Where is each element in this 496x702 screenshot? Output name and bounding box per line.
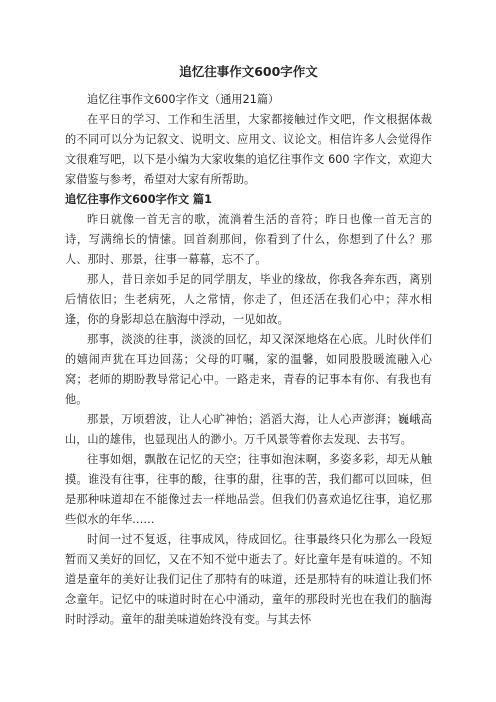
document-subtitle: 追忆往事作文600字作文（通用21篇） — [87, 93, 280, 106]
body-paragraph-3: 那事，淡淡的往事，淡淡的回忆，却又深深地烙在心底。儿时伙伴们的嬉闹声犹在耳边回荡；父母的叮嘱，家的温馨，如同股股暖流融入心窝；老师的期盼教导常记心中。一路走来，青春的记事本有你、有我也有他。 — [65, 333, 432, 406]
body-paragraph-5: 往事如烟，飘散在记忆的天空；往事如泡沫啊，多姿多彩，却无从触摸。谁没有往事，往事的酸，往事的甜，往事的苦，我们都可以回味，但是那种味道却在不能像过去一样地品尝。但我们仍喜欢追忆往事，追忆那些似水的年华…… — [65, 453, 432, 526]
section-heading: 追忆往事作文600字作文 篇1 — [65, 193, 212, 206]
body-paragraph-4: 那景，万顷碧波，让人心旷神怡；滔滔大海，让人心声澎湃；巍峨高山，山的雄伟，也显现出人的渺小。万千风景等着你去发现、去书写。 — [65, 413, 432, 446]
intro-paragraph: 在平日的学习、工作和生活里，大家都接触过作文吧，作文根据体裁的不同可以分为记叙文、说明文、应用文、议论文。相信许多人会觉得作文很难写吧，以下是小编为大家收集的追忆往事作文 600 字作文，欢迎大家借鉴与参考，希望对大家有所帮助。 — [65, 113, 432, 186]
document-title: 追忆往事作文600字作文 — [179, 64, 318, 79]
body-paragraph-2: 那人，昔日亲如手足的同学朋友，毕业的缘故，你我各奔东西，离别后情依旧；生老病死，人之常情，你走了，但还活在我们心中；萍水相逢，你的身影却总在脑海中浮动，一见如故。 — [65, 273, 432, 326]
body-paragraph-1: 昨日就像一首无言的歌，流淌着生活的音符；昨日也像一首无言的诗，写满绵长的情愫。回首刹那间，你看到了什么，你想到了什么？那人、那时、那景，往事一幕幕，忘不了。 — [65, 213, 432, 266]
body-paragraph-6: 时间一过不复返，往事成风，待成回忆。往事最终只化为那么一段短暂而又美好的回忆，又在不知不觉中逝去了。好比童年是有味道的。不知道是童年的美好让我们记住了那特有的味道，还是那特有的味道让我们怀念童年。记忆中的味道时时在心中涌动，童年的那段时光也在我们的脑海时时浮动。童年的甜美味道始终没有变。与其去怀 — [65, 533, 432, 626]
